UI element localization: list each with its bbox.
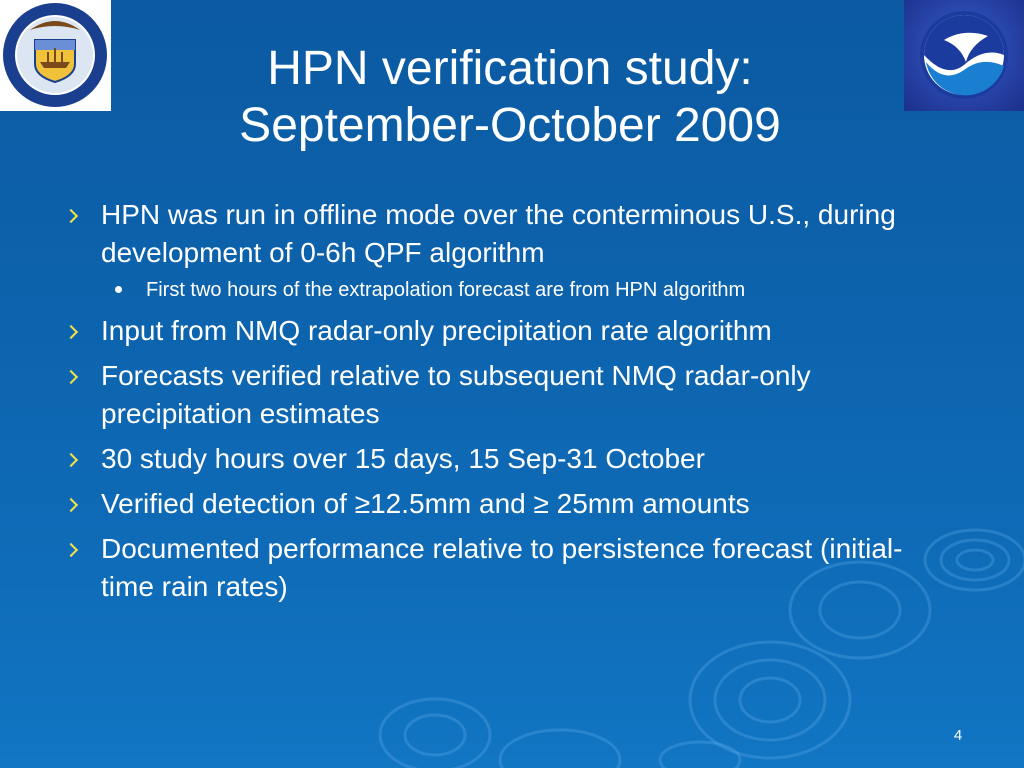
bullet-text: 30 study hours over 15 days, 15 Sep-31 October [101, 443, 705, 474]
bullet-text: Input from NMQ radar-only precipitation rate algorithm [101, 315, 772, 346]
bullet-item [60, 485, 940, 523]
bullet-item [60, 440, 940, 478]
arrow-bullet-icon [60, 530, 82, 568]
bullet-text: Documented performance relative to persistence forecast (initial-time rain rates) [101, 533, 903, 602]
sub-bullet-item [146, 274, 940, 306]
arrow-bullet-icon [60, 357, 82, 395]
arrow-bullet-icon [60, 440, 82, 478]
page-number: 4 [953, 727, 963, 744]
arrow-bullet-icon [60, 196, 82, 234]
bullet-text: Forecasts verified relative to subsequent NMQ radar-only precipitation estimates [101, 360, 811, 429]
arrow-bullet-icon [60, 485, 82, 523]
bullet-list [60, 196, 940, 613]
slide-title-line-1: HPN verification study: [267, 42, 753, 95]
noaa-logo [904, 0, 1024, 111]
bullet-item [60, 357, 940, 433]
bullet-text: Verified detection of ≥12.5mm and ≥ 25mm amounts [101, 488, 750, 519]
slide-title [120, 40, 900, 154]
arrow-bullet-icon [60, 312, 82, 350]
dot-bullet-icon [115, 286, 122, 293]
department-of-commerce-seal-logo [0, 0, 111, 111]
bullet-item [60, 530, 940, 606]
bullet-item [60, 196, 940, 272]
slide-title-line-2: September-October 2009 [239, 99, 781, 152]
bullet-text: HPN was run in offline mode over the conterminous U.S., during development of 0-6h QPF algorithm [101, 199, 896, 268]
sub-bullet-text: First two hours of the extrapolation forecast are from HPN algorithm [146, 279, 746, 301]
bullet-item [60, 312, 940, 350]
